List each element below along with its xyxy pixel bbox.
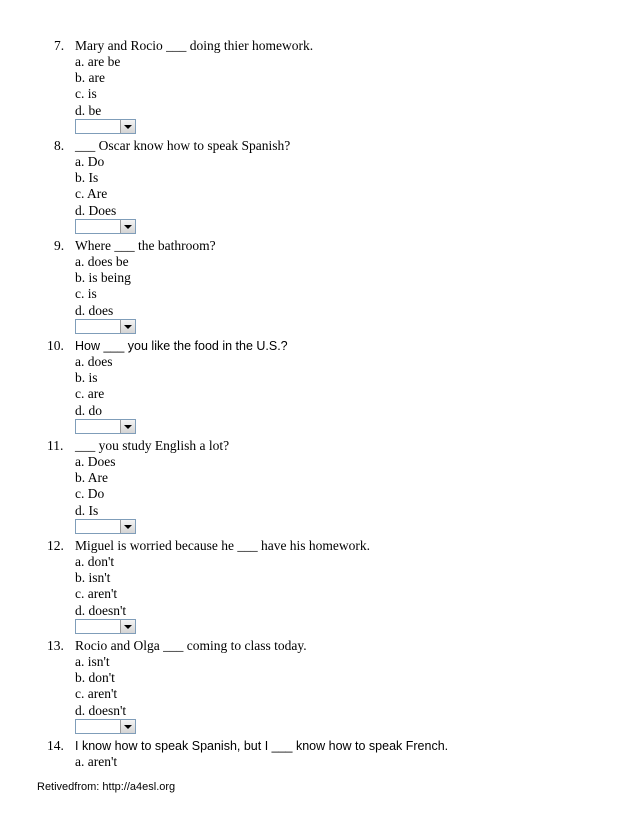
quiz-questions xyxy=(0,38,638,838)
question-number: 11. xyxy=(47,438,64,453)
answer-option: a. does xyxy=(75,354,113,369)
answer-option: c. aren't xyxy=(75,586,118,602)
answer-option: a. are be xyxy=(75,54,121,69)
chevron-down-icon[interactable] xyxy=(120,720,135,733)
answer-option: c. is xyxy=(75,86,97,102)
answer-select[interactable] xyxy=(75,419,136,434)
answer-option: a. isn't xyxy=(75,654,110,669)
question-block xyxy=(0,38,638,138)
answer-select[interactable] xyxy=(75,719,136,734)
answer-option: c. aren't xyxy=(75,686,118,702)
answer-option: c. are xyxy=(75,386,105,402)
answer-option: a. don't xyxy=(75,554,115,569)
question-block xyxy=(0,638,638,738)
answer-option: b. Are xyxy=(75,470,108,486)
source-footer: Retivedfrom: http://a4esl.org xyxy=(37,781,176,793)
answer-option: c. is xyxy=(75,286,97,302)
answer-select[interactable] xyxy=(75,519,136,534)
answer-option: d. doesn't xyxy=(75,702,127,718)
chevron-down-icon[interactable] xyxy=(120,520,135,533)
answer-option: d. does xyxy=(75,302,114,318)
chevron-down-icon[interactable] xyxy=(120,220,135,233)
answer-option: b. don't xyxy=(75,670,115,686)
question-block xyxy=(0,338,638,438)
answer-option: a. aren't xyxy=(75,754,118,769)
chevron-down-icon[interactable] xyxy=(120,320,135,333)
question-text: I know how to speak Spanish, but I ___ know how to speak French. xyxy=(75,739,449,753)
chevron-down-icon[interactable] xyxy=(120,120,135,133)
question-block xyxy=(0,138,638,238)
question-text: Rocio and Olga ___ coming to class today. xyxy=(75,638,307,653)
question-number: 12. xyxy=(47,538,64,553)
answer-option: d. be xyxy=(75,102,102,118)
question-number: 13. xyxy=(47,638,64,653)
answer-option: d. do xyxy=(75,402,102,418)
question-text: How ___ you like the food in the U.S.? xyxy=(75,339,288,353)
question-text: ___ Oscar know how to speak Spanish? xyxy=(75,138,291,153)
question-number: 10. xyxy=(47,338,64,353)
chevron-down-icon[interactable] xyxy=(120,620,135,633)
answer-select[interactable] xyxy=(75,219,136,234)
question-number: 7. xyxy=(54,38,65,53)
question-number: 14. xyxy=(47,738,64,753)
question-text: ___ you study English a lot? xyxy=(75,438,230,453)
question-number: 9. xyxy=(54,238,65,253)
answer-option: c. Do xyxy=(75,486,105,502)
question-number: 8. xyxy=(54,138,65,153)
answer-select[interactable] xyxy=(75,619,136,634)
answer-select[interactable] xyxy=(75,319,136,334)
question-block xyxy=(0,538,638,638)
answer-option: b. is being xyxy=(75,270,131,286)
question-text: Where ___ the bathroom? xyxy=(75,238,216,253)
answer-option: a. Does xyxy=(75,454,116,469)
question-block xyxy=(0,438,638,538)
answer-option: b. Is xyxy=(75,170,99,186)
answer-option: c. Are xyxy=(75,186,108,202)
answer-option: d. Is xyxy=(75,502,99,518)
question-text: Mary and Rocio ___ doing thier homework. xyxy=(75,38,314,53)
question-text: Miguel is worried because he ___ have his homework. xyxy=(75,538,371,553)
answer-option: a. Do xyxy=(75,154,105,169)
question-block xyxy=(0,238,638,338)
answer-option: d. Does xyxy=(75,202,117,218)
answer-option: b. are xyxy=(75,70,105,86)
answer-option: a. does be xyxy=(75,254,129,269)
answer-option: b. is xyxy=(75,370,98,386)
answer-option: b. isn't xyxy=(75,570,111,586)
answer-option: d. doesn't xyxy=(75,602,127,618)
chevron-down-icon[interactable] xyxy=(120,420,135,433)
answer-select[interactable] xyxy=(75,119,136,134)
